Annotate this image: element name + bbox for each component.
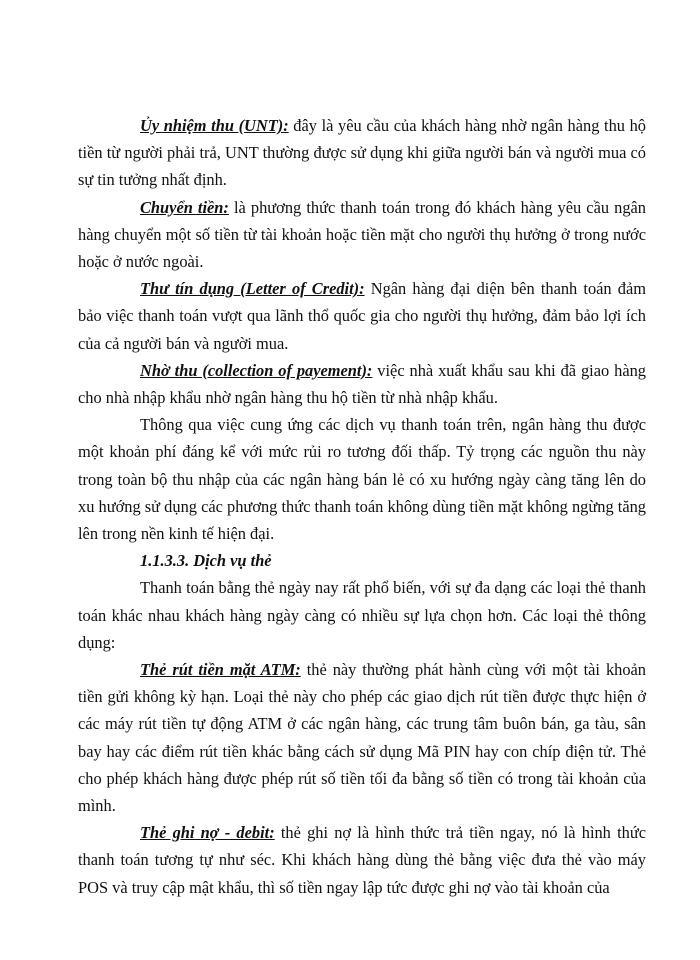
body-transfer: là phương thức thanh toán trong đó khách hàng yêu cầu ngân hàng chuyển một số tiền từ tài khoản hoặc tiền mặt cho người thụ hưởng ở trong nước hoặc ở nước ngoài.: [78, 197, 646, 272]
body-atm-card: thẻ này thường phát hành cùng với một tài khoản tiền gửi không kỳ hạn. Loại thẻ này cho phép các giao dịch rút tiền được thực hiện ở các máy rút tiền tự động ATM ở các ngân hàng, các trung tâm buôn bán, ga tàu, sân bay hay các điểm rút tiền khác bằng cách sử dụng Mã PIN hay con chíp điện tử. Thẻ cho phép khách hàng được phép rút số tiền tối đa bằng số tiền có trong tài khoản của mình.: [78, 660, 646, 816]
section-heading: 1.1.3.3. Dịch vụ thẻ: [140, 551, 272, 571]
term-letter-of-credit: Thư tín dụng (Letter of Credit):: [140, 279, 365, 299]
body-debit-card: thẻ ghi nợ là hình thức trả tiền ngay, nó là hình thức thanh toán tương tự như séc. Khi khách hàng dùng thẻ bằng việc đưa thẻ vào máy POS và truy cập mật khẩu, thì số tiền ngay lập tức được ghi nợ vào tài khoản của: [78, 823, 646, 897]
body-collection: việc nhà xuất khẩu sau khi đã giao hàng cho nhà nhập khẩu nhờ ngân hàng thu hộ tiền từ nhà nhập khẩu.: [78, 360, 646, 408]
paragraph-summary: Thông qua việc cung ứng các dịch vụ thanh toán trên, ngân hàng thu được một khoản phí đáng kể với mức rủi ro tương đối thấp. Tỷ trọng các nguồn thu này trong toàn bộ thu nhập của các ngân hàng bán lẻ có xu hướng ngày càng tăng lên do xu hướng sử dụng các phương thức thanh toán không dùng tiền mặt không ngừng tăng lên trong nền kinh tế hiện đại.: [78, 415, 646, 544]
document-page: [78, 112, 646, 901]
paragraph-transfer: [78, 194, 646, 276]
paragraph-debit-card: [78, 819, 646, 901]
paragraph-collection: [78, 357, 646, 411]
paragraph-atm-card: [78, 656, 646, 819]
term-transfer: Chuyển tiền:: [140, 197, 229, 217]
term-debit-card: Thẻ ghi nợ - debit:: [140, 823, 275, 843]
paragraph-section-intro: Thanh toán bằng thẻ ngày nay rất phổ biến, với sự đa dạng các loại thẻ thanh toán khác nhau khách hàng ngày càng có nhiều sự lựa chọn hơn. Các loại thẻ thông dụng:: [78, 578, 646, 652]
paragraph-unt: [78, 112, 646, 194]
body-unt: đây là yêu cầu của khách hàng nhờ ngân hàng thu hộ tiền từ người phải trả, UNT thường được sử dụng khi giữa người bán và người mua có sự tin tưởng nhất định.: [78, 116, 647, 190]
term-collection: Nhờ thu (collection of payement):: [140, 360, 373, 380]
term-atm-card: Thẻ rút tiền mặt ATM:: [140, 660, 301, 680]
paragraph-letter-of-credit: [78, 275, 646, 357]
body-letter-of-credit: Ngân hàng đại diện bên thanh toán đảm bảo việc thanh toán vượt qua lãnh thổ quốc gia cho người thụ hưởng, đảm bảo lợi ích của cả người bán và người mua.: [78, 279, 646, 353]
term-unt: Ủy nhiệm thu (UNT):: [140, 116, 289, 135]
